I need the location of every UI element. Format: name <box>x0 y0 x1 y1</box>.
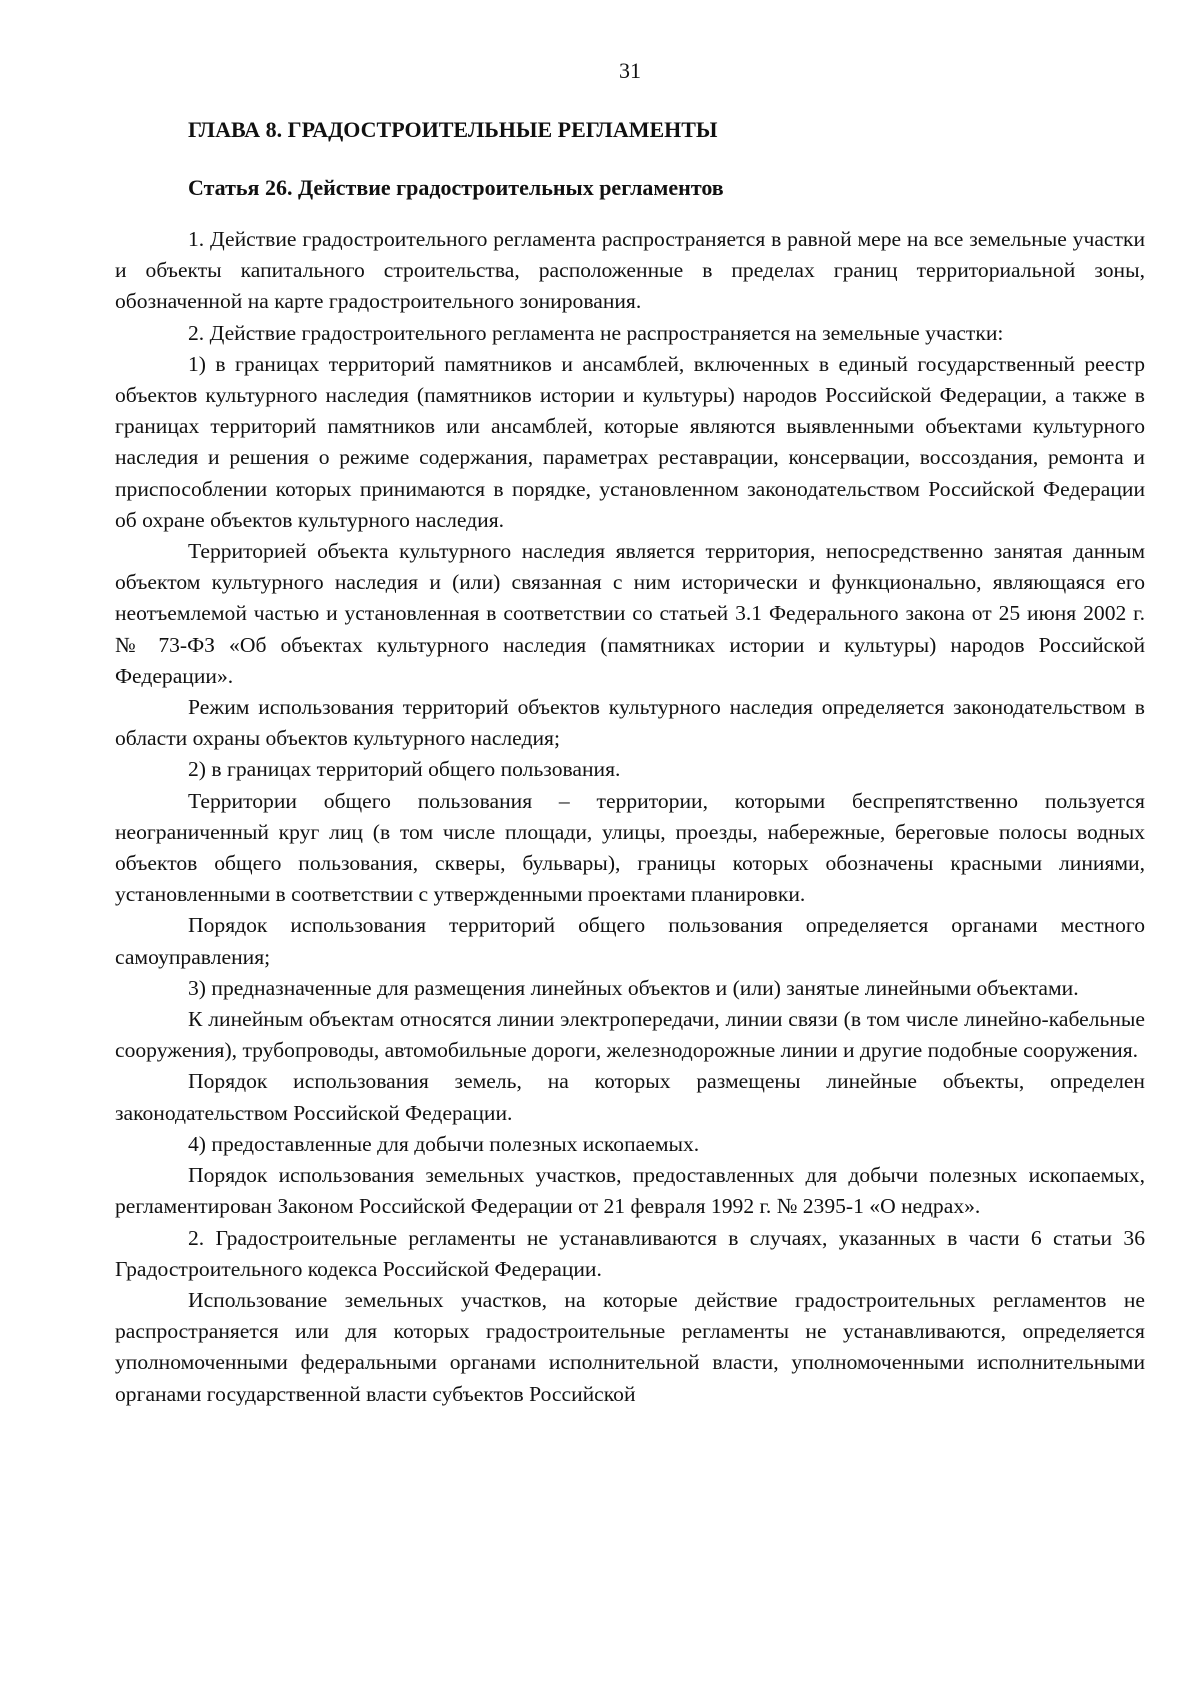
paragraph: Режим использования территорий объектов культурного наследия определяется законодательством в области охраны объектов культурного наследия; <box>115 695 1145 751</box>
paragraph: 1. Действие градостроительного регламента распространяется в равной мере на все земельные участки и объекты капитального строительства, расположенные в пределах границ территориальной зоны, обозначенной на карте градостроительного зонирования. <box>115 227 1145 314</box>
paragraph: К линейным объектам относятся линии электропередачи, линии связи (в том числе линейно-кабельные сооружения), трубопроводы, автомобильные дороги, железнодорожные линии и другие подобные сооружения. <box>115 1007 1145 1063</box>
paragraph: 2) в границах территорий общего пользования. <box>188 757 621 782</box>
paragraph: Использование земельных участков, на которые действие градостроительных регламентов не распространяется или для которых градостроительные регламенты не устанавливаются, определяется уполномоченными федеральными органами исполнительной власти, уполномоченными исполнительными органами государственной власти субъектов Российской <box>115 1287 1145 1406</box>
paragraph: Территорией объекта культурного наследия является территория, непосредственно занятая данным объектом культурного наследия и (или) связанная с ним исторически и функционально, являющаяся его неотъемлемой частью и установленная в соответствии со статьей 3.1 Федерального закона от 25 июня 2002 г. № 73-ФЗ «Об объектах культурного наследия (памятниках истории и культуры) народов Российской Федерации». <box>115 539 1145 688</box>
paragraph: 2. Градостроительные регламенты не устанавливаются в случаях, указанных в части 6 статьи 36 Градостроительного кодекса Российской Федерации. <box>115 1225 1145 1281</box>
article-title: Статья 26. Действие градостроительных регламентов <box>188 175 724 200</box>
body-text <box>115 224 1145 1410</box>
paragraph: 3) предназначенные для размещения линейных объектов и (или) занятые линейными объектами. <box>188 975 1079 1000</box>
paragraph: Порядок использования территорий общего пользования определяется органами местного самоуправления; <box>115 913 1145 969</box>
paragraph: 2. Действие градостроительного регламента не распространяется на земельные участки: <box>188 320 1004 345</box>
page-number: 31 <box>619 58 641 83</box>
paragraph: Порядок использования земель, на которых размещены линейные объекты, определен законодательством Российской Федерации. <box>115 1069 1145 1125</box>
paragraph: Порядок использования земельных участков, предоставленных для добычи полезных ископаемых, регламентирован Законом Российской Федерации от 21 февраля 1992 г. № 2395-1 «О недрах». <box>115 1163 1145 1219</box>
paragraph: Территории общего пользования – территории, которыми беспрепятственно пользуется неограниченный круг лиц (в том числе площади, улицы, проезды, набережные, береговые полосы водных объектов общего пользования, скверы, бульвары), границы которых обозначены красными линиями, установленными в соответствии с утвержденными проектами планировки. <box>115 788 1145 907</box>
paragraph: 1) в границах территорий памятников и ансамблей, включенных в единый государственный реестр объектов культурного наследия (памятников истории и культуры) народов Российской Федерации, а также в границах территорий памятников или ансамблей, которые являются выявленными объектами культурного наследия и решения о режиме содержания, параметрах реставрации, консервации, воссоздания, ремонта и приспособлении которых принимаются в порядке, установленном законодательством Российской Федерации об охране объектов культурного наследия. <box>115 351 1145 532</box>
chapter-title: ГЛАВА 8. ГРАДОСТРОИТЕЛЬНЫЕ РЕГЛАМЕНТЫ <box>188 117 718 142</box>
paragraph: 4) предоставленные для добычи полезных ископаемых. <box>188 1131 700 1156</box>
